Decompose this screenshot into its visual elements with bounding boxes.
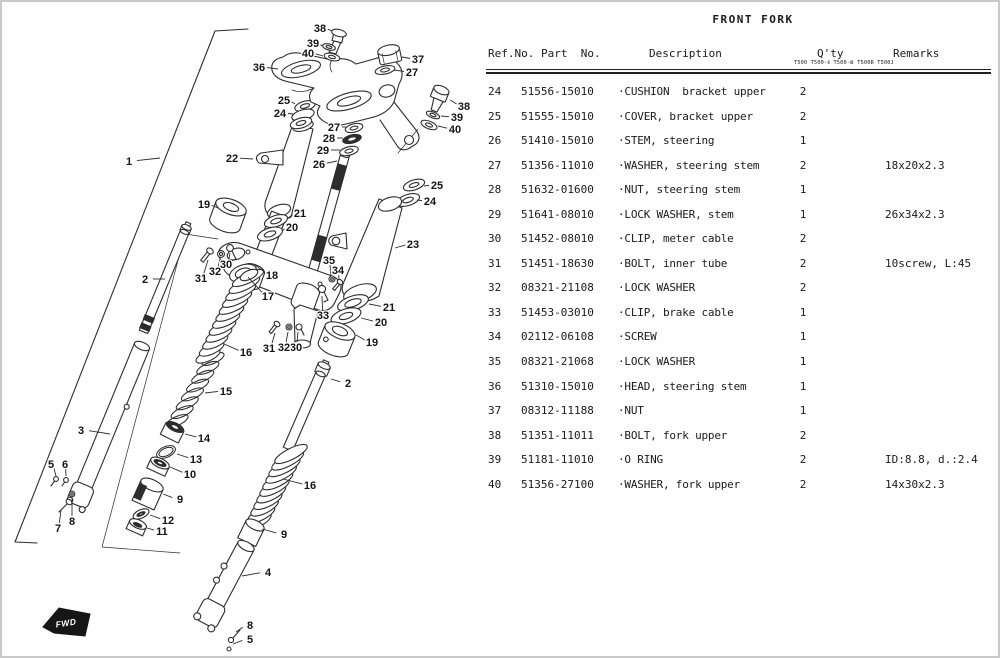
leader-line [292,102,295,104]
cell-desc: ·WASHER, steering stem [618,158,760,172]
cell-qty: 2 [799,109,807,123]
leader-line [205,391,218,393]
cylinder-9-middle [132,475,165,510]
part-callout-3: 3 [77,424,85,437]
cell-part: 51632-01600 [521,183,594,197]
bolt-31-upper [199,247,214,264]
inner-tube-right [282,358,332,451]
cell-part: 51310-15010 [521,379,594,393]
callout-leader-lines [54,29,457,644]
table-row [486,330,1000,355]
leader-line [242,573,260,576]
table-row [486,183,1000,208]
part-callout-8: 8 [246,619,254,632]
part-callout-38: 38 [457,100,471,113]
part-callout-12: 12 [161,514,175,527]
washer-40-right [420,118,439,131]
cell-ref: 28 [488,183,502,197]
leader-line [150,515,160,519]
leader-line [316,54,323,56]
qty-model-codes: T500 T500-Ⅱ T500-Ⅲ T500R T500J [794,60,894,66]
cell-desc: ·LOCK WASHER [618,355,696,369]
leader-line [286,332,288,342]
part-callout-40: 40 [448,123,462,136]
page-title: FRONT FORK [712,13,794,26]
part-callout-23: 23 [406,238,420,251]
cell-ref: 37 [488,404,502,418]
cell-part: 51181-11010 [521,453,594,467]
leader-line [137,158,160,161]
cell-qty: 2 [799,477,807,491]
cell-ref: 40 [488,477,502,491]
cell-desc: ·LOCK WASHER [618,281,696,295]
part-callout-30: 30 [219,258,233,271]
part-callout-1: 1 [125,155,133,168]
part-callout-37: 37 [411,53,425,66]
part-callout-4: 4 [264,566,272,579]
cell-ref: 33 [488,305,502,319]
fwd-direction-flag [43,608,90,636]
cell-ref: 36 [488,379,502,393]
cell-part: 51556-15010 [521,85,594,98]
cup-20-left [256,224,284,243]
stem-nut [377,43,402,65]
leader-line [369,304,381,306]
leader-line [177,454,188,458]
leader-line [54,469,56,476]
cylinder-14 [160,418,186,443]
cell-part: 51351-11011 [521,428,594,442]
cell-qty: 2 [799,232,807,246]
fork-cover-left [256,118,314,220]
lock-washer-29 [339,145,359,158]
cell-qty: 2 [799,85,807,98]
col-header-qty: Q'ty [817,47,844,60]
front-fork-drawing [2,2,472,656]
cell-desc: ·NUT, steering stem [618,183,741,197]
col-header-ref-part: Ref.No. Part No. [488,47,601,60]
cell-desc: ·BOLT, inner tube [618,256,728,270]
part-callout-5: 5 [47,458,55,471]
part-callout-19: 19 [197,198,211,211]
part-callout-13: 13 [189,453,203,466]
part-callout-2: 2 [141,273,149,286]
part-callout-26: 26 [312,158,326,171]
cell-part: 51555-15010 [521,109,594,123]
cell-desc: ·COVER, bracket upper [618,109,753,123]
lock-washer-35 [329,276,335,282]
cell-qty: 2 [799,158,807,172]
leader-line [356,335,365,340]
table-row [486,85,1000,110]
left-small-fasteners [51,477,75,512]
cell-desc: ·HEAD, steering stem [618,379,747,393]
part-callout-31: 31 [194,272,208,285]
leader-line [402,57,410,58]
cell-desc: ·NUT [618,404,644,418]
leader-line [163,494,172,498]
table-row [486,306,1000,331]
boot-guide-19-right [316,318,358,361]
part-callout-2: 2 [344,377,352,390]
header-rule-thin [486,69,991,70]
col-header-remarks: Remarks [893,47,940,60]
table-row [486,110,1000,135]
washer-32-lower [286,324,292,330]
cup-10 [147,455,171,477]
fwd-flag-label: FWD [54,616,78,630]
leader-line [224,344,238,350]
cell-desc: ·CLIP, brake cable [618,305,734,319]
part-callout-38: 38 [313,22,327,35]
leader-line [185,434,196,437]
leader-line [147,528,154,530]
part-callout-25: 25 [430,179,444,192]
cell-ref: 34 [488,330,502,344]
cell-desc: ·LOCK WASHER, stem [618,207,734,221]
part-callout-16: 16 [239,346,253,359]
lock-washer-28 [341,132,363,146]
part-callout-24: 24 [423,195,437,208]
part-callout-20: 20 [285,221,299,234]
parts-rows [486,85,1000,502]
cell-desc: ·CUSHION bracket upper [618,85,766,98]
cell-qty: 1 [799,134,807,148]
table-row [486,134,1000,159]
cell-ref: 27 [488,158,502,172]
cell-desc: ·WASHER, fork upper [618,477,741,491]
cell-part: 51641-08010 [521,207,594,221]
leader-line [438,126,447,128]
part-callout-14: 14 [197,432,211,445]
cell-ref: 30 [488,232,502,246]
part-callout-22: 22 [225,152,239,165]
fork-bolt-top [327,28,347,55]
leader-line [272,333,275,343]
part-callout-10: 10 [183,468,197,481]
table-row [486,453,1000,478]
part-callout-18: 18 [265,269,279,282]
part-callout-6: 6 [61,458,69,471]
boot-guide-19-left [207,194,248,236]
fork-bolt-right [426,83,451,113]
cell-remarks: 26x34x2.3 [885,207,945,221]
bolt-31-lower [268,320,281,334]
leader-line [233,640,242,644]
leader-line [327,161,337,163]
cell-ref: 38 [488,428,502,442]
part-callout-40: 40 [301,47,315,60]
col-header-description: Description [649,47,722,60]
cell-desc: ·BOLT, fork upper [618,428,728,442]
part-callout-9: 9 [176,493,184,506]
cell-qty: 1 [799,207,807,221]
table-row [486,257,1000,282]
cell-qty: 1 [799,183,807,197]
cell-part: 51452-08010 [521,232,594,246]
cell-ref: 31 [488,256,502,270]
washer-32-upper [218,251,225,258]
part-callout-17: 17 [261,290,275,303]
cell-remarks: 14x30x2.3 [885,477,945,491]
leader-line [321,45,322,46]
leader-line [240,158,253,159]
part-callout-5: 5 [246,633,254,646]
callout-numbers [48,23,470,646]
cell-part: 02112-06108 [521,330,594,344]
cell-qty: 1 [799,404,807,418]
part-callout-25: 25 [277,94,291,107]
table-row [486,429,1000,454]
part-callout-11: 11 [156,525,168,538]
part-callout-35: 35 [322,254,336,267]
leader-line [417,200,422,201]
part-callout-31: 31 [262,342,276,355]
cell-part: 08312-11188 [521,404,594,418]
cell-remarks: 10screw, L:45 [885,256,972,270]
leader-line [170,467,182,472]
cell-ref: 24 [488,85,502,98]
part-callout-33: 33 [316,309,330,322]
fork-spring [164,350,225,430]
leader-line [322,296,323,310]
part-callout-36: 36 [252,61,266,74]
part-callout-30: 30 [289,341,303,354]
parts-table [486,2,1000,658]
leader-line [424,185,429,186]
part-callout-32: 32 [277,341,291,354]
part-callout-21: 21 [293,207,307,220]
cell-desc: ·STEM, steering [618,134,715,148]
cell-desc: ·CLIP, meter cable [618,232,734,246]
part-callout-29: 29 [316,144,330,157]
table-row [486,281,1000,306]
cell-part: 51453-03010 [521,305,594,319]
cell-qty: 1 [799,305,807,319]
cell-ref: 35 [488,355,502,369]
leader-line [288,113,293,114]
part-callout-7: 7 [54,522,62,535]
cell-desc: ·O RING [618,453,663,467]
leader-line [328,29,332,31]
part-callout-9: 9 [280,528,288,541]
cell-ref: 25 [488,109,502,123]
leader-line [331,379,340,382]
part-callout-39: 39 [306,37,320,50]
cup-11 [126,517,148,536]
header-rule-thick [486,72,991,74]
washer-25-right [402,177,426,193]
leader-line [204,260,208,273]
cell-part: 51356-11010 [521,158,594,172]
cell-qty: 2 [799,256,807,270]
cell-part: 08321-21108 [521,281,594,295]
cell-part: 51410-15010 [521,134,594,148]
part-callout-21: 21 [382,301,396,314]
part-callout-15: 15 [219,385,233,398]
leader-line [262,529,276,533]
table-row [486,232,1000,257]
leader-line [450,100,457,104]
cell-part: 51356-27100 [521,477,594,491]
table-row [486,355,1000,380]
part-callout-8: 8 [68,515,76,528]
part-callout-27: 27 [405,66,419,79]
part-callout-34: 34 [331,264,345,277]
table-row [486,478,1000,503]
cell-qty: 2 [799,453,807,467]
cell-ref: 32 [488,281,502,295]
cell-qty: 1 [799,330,807,344]
part-callout-20: 20 [374,316,388,329]
leader-line [441,116,449,117]
cell-ref: 29 [488,207,502,221]
cell-qty: 1 [799,355,807,369]
table-row [486,380,1000,405]
part-callout-28: 28 [322,132,336,145]
outer-tube-right [191,536,259,633]
table-row [486,404,1000,429]
part-callout-24: 24 [273,107,287,120]
cell-desc: ·SCREW [618,330,657,344]
axle-screw-right [227,630,240,651]
part-callout-39: 39 [450,111,464,124]
table-row [486,208,1000,233]
part-callout-16: 16 [303,479,317,492]
table-row [486,159,1000,184]
leader-line [361,318,373,321]
cell-qty: 1 [799,379,807,393]
part-callout-19: 19 [365,336,379,349]
cell-ref: 26 [488,134,502,148]
cell-remarks: ID:8.8, d.:2.4 [885,453,978,467]
o-ring-39-right [425,110,440,121]
exploded-diagram [2,2,472,656]
cell-qty: 2 [799,428,807,442]
cell-remarks: 18x20x2.3 [885,158,945,172]
cell-qty: 2 [799,281,807,295]
part-callout-32: 32 [208,265,222,278]
cell-ref: 39 [488,453,502,467]
cell-part: 08321-21068 [521,355,594,369]
cell-part: 51451-18630 [521,256,594,270]
leader-line [395,245,405,248]
part-callout-27: 27 [327,121,341,134]
